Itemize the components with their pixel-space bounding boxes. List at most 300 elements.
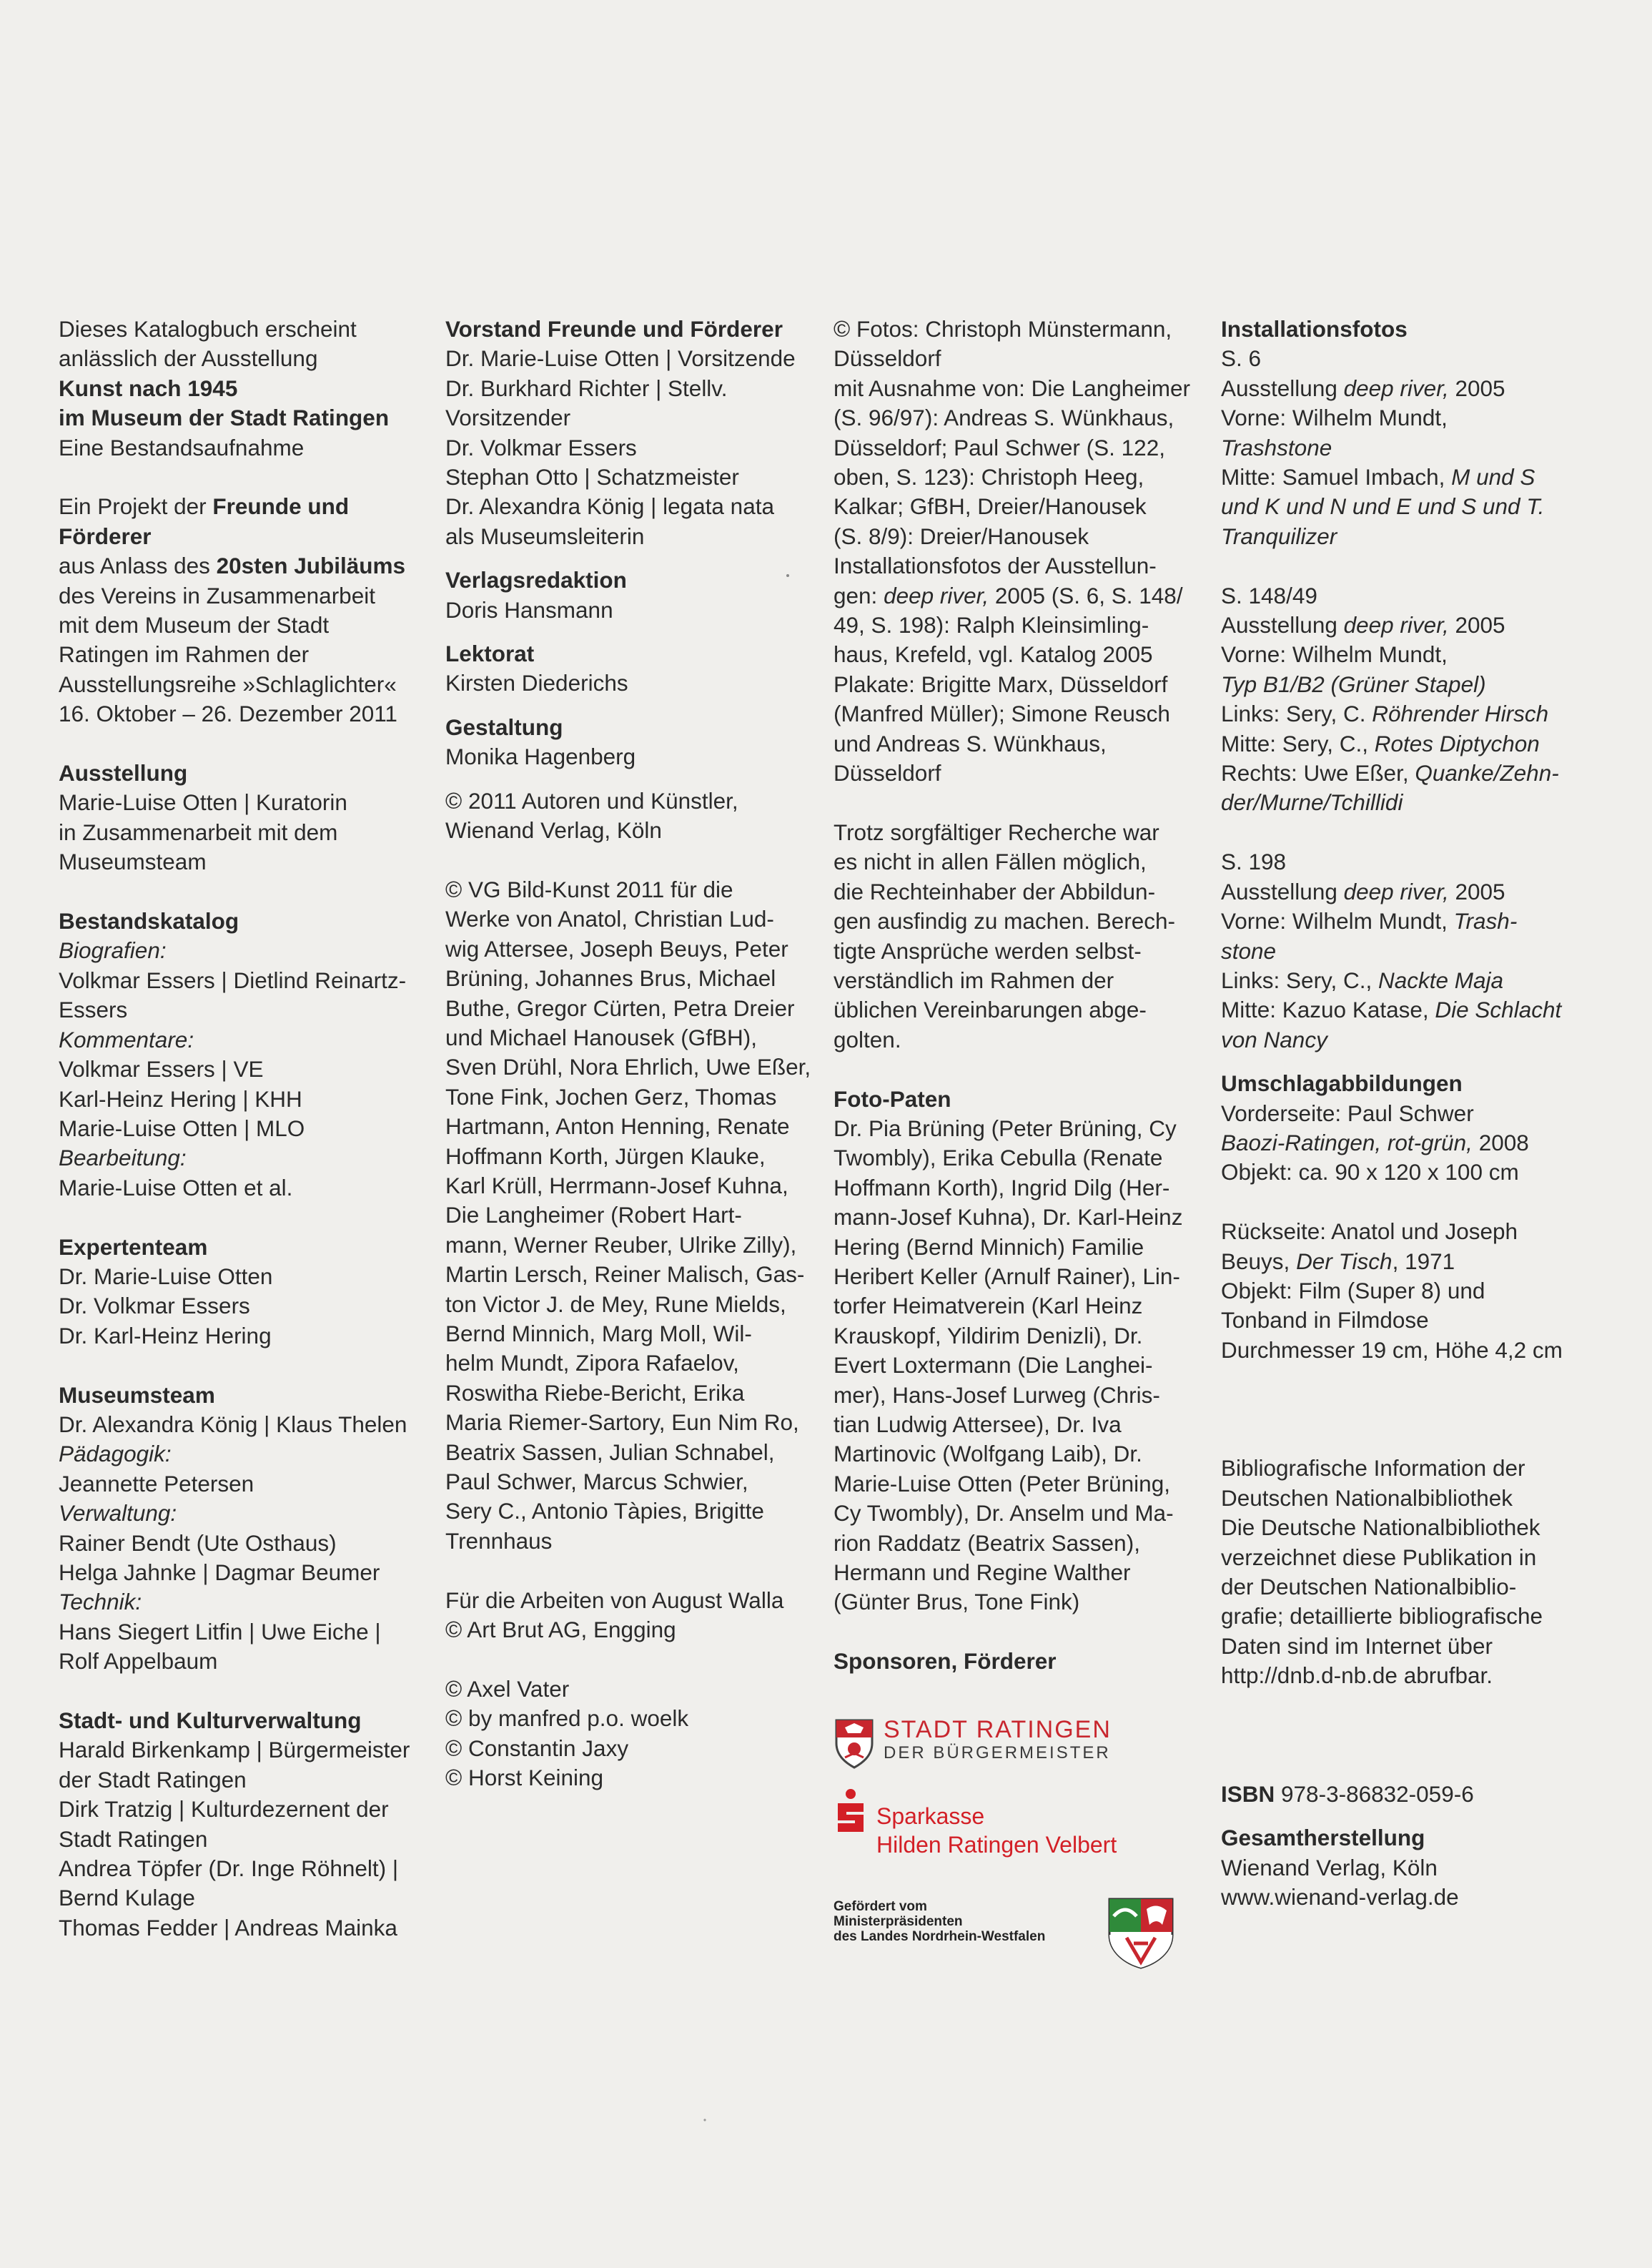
text-line — [834, 729, 1205, 759]
text-line — [445, 816, 817, 845]
text-line — [1221, 937, 1593, 966]
text-line — [1221, 1128, 1593, 1158]
text-line — [445, 1290, 817, 1319]
text-line — [1221, 463, 1593, 492]
text-run: Helga Jahnke | Dagmar Beumer — [59, 1559, 380, 1585]
text-run: Bearbeitung: — [59, 1145, 187, 1171]
text-run: Umschlagabbildungen — [1221, 1070, 1463, 1097]
text-run: Trennhaus — [445, 1527, 553, 1554]
paragraph-gap — [445, 1556, 817, 1585]
text-line — [834, 670, 1205, 699]
text-run: Sponsoren, Förderer — [834, 1648, 1057, 1675]
sparkasse-logo — [832, 1788, 1175, 1866]
text-run: Mitte: Kazuo Katase, — [1221, 997, 1435, 1023]
text-line — [1221, 1543, 1593, 1572]
text-run: Expertenteam — [59, 1233, 208, 1260]
text-line — [834, 1529, 1205, 1558]
text-line — [834, 1114, 1205, 1143]
text-run: Roswitha Riebe-Bericht, Erika — [445, 1379, 745, 1406]
section-heading — [59, 759, 430, 788]
text-run: verzeichnet diese Publikation in — [1221, 1544, 1537, 1570]
text-run: Dr. Volkmar Essers — [445, 434, 637, 460]
text-run: der/Murne/Tchillidi — [1221, 789, 1403, 816]
text-run: deep river, — [1343, 878, 1449, 904]
text-run: Für die Arbeiten von August Walla — [445, 1587, 784, 1613]
text-run: Beuys, — [1221, 1248, 1297, 1274]
text-line — [834, 611, 1205, 640]
paragraph-gap — [59, 1677, 430, 1706]
text-line — [445, 1527, 817, 1556]
text-line — [1221, 611, 1593, 640]
text-run: Rückseite: Anatol und Joseph — [1221, 1218, 1518, 1245]
text-run: Ausstellung — [1221, 878, 1344, 904]
section-heading — [445, 566, 817, 595]
text-line — [1221, 1632, 1593, 1661]
text-run: und Andreas S. Wünkhaus, — [834, 730, 1107, 756]
text-run: Werke von Anatol, Christian Lud- — [445, 906, 774, 932]
text-line — [445, 1497, 817, 1526]
text-line — [59, 1735, 430, 1765]
text-line — [834, 966, 1205, 995]
text-line — [59, 1291, 430, 1321]
text-run: im Museum der Stadt Ratingen — [59, 405, 390, 431]
text-run: Deutschen Nationalbibliothek — [1221, 1484, 1513, 1511]
text-line — [834, 433, 1205, 463]
text-run: Trotz sorgfältiger Recherche war — [834, 819, 1159, 845]
text-run: Biografien: — [59, 937, 167, 964]
paragraph-gap — [1221, 551, 1593, 581]
text-run: deep river, — [1343, 375, 1449, 401]
text-line — [1221, 1780, 1593, 1809]
text-line — [59, 966, 430, 995]
text-line — [59, 492, 430, 521]
text-run: Mitte: Samuel Imbach, — [1221, 464, 1452, 490]
text-line — [59, 788, 430, 817]
text-line — [834, 847, 1205, 877]
text-run: © Axel Vater — [445, 1675, 570, 1702]
text-run: der Stadt Ratingen — [59, 1766, 247, 1793]
text-run: Verwaltung: — [59, 1500, 177, 1527]
text-line — [59, 1558, 430, 1587]
text-run: © 2011 Autoren und Künstler, — [445, 787, 738, 814]
text-line — [834, 759, 1205, 788]
text-line — [1221, 1454, 1593, 1483]
section-heading — [445, 713, 817, 742]
text-line — [1221, 788, 1593, 817]
text-run: Sery C., Antonio Tàpies, Brigitte — [445, 1498, 764, 1524]
text-run: Lektorat — [445, 641, 535, 667]
text-line — [59, 1883, 430, 1913]
text-run: Stadt Ratingen — [59, 1825, 208, 1852]
text-line — [1221, 1276, 1593, 1306]
text-run: Ausstellung — [1221, 612, 1344, 639]
text-run: Technik: — [59, 1589, 142, 1615]
text-line — [445, 1231, 817, 1260]
text-run: Typ B1/B2 (Grüner Stapel) — [1221, 671, 1486, 697]
text-run: deep river, — [884, 582, 989, 608]
scan-dust-mark — [701, 2116, 709, 2124]
text-run: Dr. Marie-Luise Otten | Vorsitzende — [445, 345, 796, 372]
text-line — [1221, 1484, 1593, 1513]
text-line — [445, 787, 817, 816]
text-line — [1221, 1883, 1593, 1912]
text-line — [445, 1142, 817, 1171]
paragraph-gap — [834, 1617, 1205, 1647]
section-heading — [1221, 315, 1593, 344]
text-line — [445, 1052, 817, 1082]
text-run: Tone Fink, Jochen Gerz, Thomas — [445, 1083, 777, 1110]
text-run: Monika Hagenberg — [445, 744, 636, 770]
text-run: Durchmesser 19 cm, Höhe 4,2 cm — [1221, 1336, 1563, 1363]
text-run: die Rechteinhaber der Abbildun- — [834, 878, 1156, 904]
text-run: Tranquilizer — [1221, 523, 1337, 549]
text-run: Freunde und — [212, 493, 350, 520]
text-line — [59, 1439, 430, 1469]
text-run: Stephan Otto | Schatzmeister — [445, 464, 739, 490]
text-run: gen ausfindig zu machen. Berech- — [834, 908, 1176, 935]
text-line — [445, 1763, 817, 1793]
text-run: Nackte Maja — [1378, 967, 1504, 993]
text-line — [445, 669, 817, 698]
text-line — [445, 1586, 817, 1615]
half-gap — [445, 625, 817, 639]
text-run: Baozi-Ratingen, rot-grün, — [1221, 1129, 1473, 1155]
text-run: Vorstand Freunde und Förderer — [445, 316, 783, 342]
text-run: deep river, — [1343, 612, 1449, 639]
text-line — [1221, 492, 1593, 521]
text-run: helm Mundt, Zipora Rafaelov, — [445, 1350, 739, 1376]
text-run: Rotes Diptychon — [1374, 730, 1540, 756]
text-run: Bernd Kulage — [59, 1885, 195, 1911]
text-run: (Manfred Müller); Simone Reusch — [834, 701, 1170, 727]
text-run: 2005 — [1448, 375, 1505, 401]
text-line — [59, 1617, 430, 1647]
text-run: grafie; detaillierte bibliografische — [1221, 1603, 1543, 1629]
text-line — [834, 1291, 1205, 1321]
text-line — [834, 1351, 1205, 1380]
text-run: Buthe, Gregor Cürten, Petra Dreier — [445, 995, 795, 1021]
text-run: Objekt: Film (Super 8) und — [1221, 1277, 1485, 1303]
text-run: S. 6 — [1221, 345, 1262, 372]
text-run: Museumsteam — [59, 1381, 215, 1408]
text-run: © Constantin Jaxy — [445, 1735, 629, 1761]
text-run: Dr. Marie-Luise Otten — [59, 1263, 273, 1289]
text-run: Krauskopf, Yildirim Denizli), Dr. — [834, 1322, 1143, 1349]
text-run: Harald Birkenkamp | Bürgermeister — [59, 1737, 410, 1763]
text-run: Verlagsredaktion — [445, 567, 627, 593]
half-gap — [445, 772, 817, 787]
text-line — [445, 463, 817, 492]
text-line — [445, 994, 817, 1023]
text-line — [1221, 1306, 1593, 1335]
text-run: Pädagogik: — [59, 1441, 172, 1467]
text-run: Kommentare: — [59, 1026, 194, 1052]
text-run: Ausstellungsreihe »Schlaglichter« — [59, 671, 397, 697]
text-run: Dieses Katalogbuch erscheint — [59, 316, 357, 342]
text-line — [59, 1825, 430, 1854]
text-line — [834, 1410, 1205, 1439]
text-run: Trashstone — [1221, 434, 1332, 460]
text-line — [834, 492, 1205, 521]
text-run: (S. 96/97): Andreas S. Wünkhaus, — [834, 405, 1174, 431]
text-run: Bibliografische Information der — [1221, 1455, 1525, 1481]
text-line — [445, 1704, 817, 1733]
text-line — [59, 1469, 430, 1499]
text-run: Hoffmann Korth), Ingrid Dilg (Her- — [834, 1174, 1170, 1200]
text-line — [59, 344, 430, 373]
text-run: Quanke/Zehn- — [1415, 760, 1559, 787]
text-line — [59, 1025, 430, 1055]
text-line — [445, 904, 817, 934]
text-run: torfer Heimatverein (Karl Heinz — [834, 1293, 1143, 1319]
text-run: wig Attersee, Joseph Beuys, Peter — [445, 935, 788, 962]
text-run: Marie-Luise Otten (Peter Brüning, — [834, 1470, 1170, 1497]
nrw-coat-of-arms-icon — [1107, 1896, 1175, 1971]
text-run: gen: — [834, 582, 884, 608]
text-line — [1221, 640, 1593, 669]
text-run: Ein Projekt der — [59, 493, 213, 520]
text-line — [445, 742, 817, 771]
text-run: Rolf Appelbaum — [59, 1648, 218, 1675]
ratingen-title: STADT RATINGEN — [884, 1716, 1112, 1743]
text-run: S. 148/49 — [1221, 582, 1317, 608]
text-run: Vorne: Wilhelm Mundt, — [1221, 641, 1448, 668]
section-heading — [445, 639, 817, 669]
section-heading — [445, 315, 817, 344]
text-run: Vorne: Wilhelm Mundt, — [1221, 908, 1454, 935]
text-run: Daten sind im Internet über — [1221, 1632, 1493, 1659]
nrw-line-3: des Landes Nordrhein-Westfalen — [834, 1929, 1046, 1944]
text-line — [445, 964, 817, 993]
text-run: Eine Bestandsaufnahme — [59, 434, 305, 460]
text-line — [445, 1260, 817, 1289]
text-run: Dr. Volkmar Essers — [59, 1293, 250, 1319]
text-run: 16. Oktober – 26. Dezember 2011 — [59, 701, 397, 727]
text-run: Dr. Alexandra König | Klaus Thelen — [59, 1411, 407, 1437]
section-heading — [59, 1381, 430, 1410]
text-run: 20sten Jubiläums — [216, 553, 405, 579]
text-run: Twombly), Erika Cebulla (Renate — [834, 1145, 1163, 1171]
text-line — [445, 1734, 817, 1763]
text-run: Andrea Töpfer (Dr. Inge Röhnelt) | — [59, 1855, 399, 1882]
text-run: Dr. Pia Brüning (Peter Brüning, Cy — [834, 1115, 1177, 1141]
text-line — [834, 315, 1205, 344]
text-line — [59, 640, 430, 669]
text-line — [59, 1262, 430, 1291]
text-line — [59, 1587, 430, 1617]
text-run: mann, Werner Reuber, Ulrike Zilly), — [445, 1231, 797, 1258]
section-heading — [59, 1233, 430, 1262]
text-line — [1221, 1602, 1593, 1631]
text-line — [834, 403, 1205, 433]
text-line — [1221, 877, 1593, 907]
paragraph-gap — [1221, 1691, 1593, 1720]
paragraph-gap — [445, 1645, 817, 1674]
text-run: http://dnb.d-nb.de abrufbar. — [1221, 1662, 1493, 1689]
text-line — [834, 463, 1205, 492]
text-line — [1221, 670, 1593, 699]
text-run: © Fotos: Christoph Münstermann, — [834, 316, 1172, 342]
text-line — [1221, 759, 1593, 788]
text-line — [445, 522, 817, 551]
paragraph-gap — [834, 1055, 1205, 1084]
text-run: 2008 — [1472, 1129, 1529, 1155]
paragraph-gap — [59, 1351, 430, 1380]
text-line — [1221, 1217, 1593, 1246]
text-run: Die Deutsche Nationalbibliothek — [1221, 1514, 1540, 1541]
ratingen-crest-icon — [832, 1717, 876, 1769]
paragraph-gap — [1221, 1720, 1593, 1750]
text-line — [445, 1438, 817, 1467]
paragraph-gap — [59, 877, 430, 907]
text-line — [834, 1233, 1205, 1262]
scan-dust-mark — [783, 572, 792, 579]
text-line — [59, 1173, 430, 1203]
text-line — [445, 1200, 817, 1230]
text-line — [445, 1349, 817, 1378]
text-run: Hartmann, Anton Henning, Renate — [445, 1113, 790, 1140]
text-run: © Horst Keining — [445, 1765, 604, 1791]
text-line — [1221, 433, 1593, 463]
text-line — [834, 1025, 1205, 1055]
text-run: Cy Twombly), Dr. Anselm und Ma- — [834, 1500, 1174, 1527]
text-run: Düsseldorf — [834, 760, 941, 787]
text-line — [445, 344, 817, 373]
text-line — [834, 1439, 1205, 1469]
text-run: S. 198 — [1221, 849, 1287, 875]
text-line — [834, 1262, 1205, 1291]
text-run: Dr. Alexandra König | legata nata — [445, 493, 774, 520]
text-run: Plakate: Brigitte Marx, Düsseldorf — [834, 671, 1168, 697]
text-run: Dr. Burkhard Richter | Stellv. — [445, 375, 728, 401]
text-line — [59, 1499, 430, 1528]
text-line — [445, 1408, 817, 1437]
text-line — [59, 551, 430, 581]
text-line — [59, 1913, 430, 1943]
paragraph-gap — [834, 789, 1205, 818]
text-line — [59, 670, 430, 699]
text-line — [59, 1321, 430, 1351]
text-run: (Günter Brus, Tone Fink) — [834, 1589, 1080, 1615]
text-run: des Vereins in Zusammenarbeit — [59, 582, 375, 608]
text-run: (S. 8/9): Dreier/Hanousek — [834, 523, 1089, 549]
text-run: ton Victor J. de Mey, Rune Mields, — [445, 1291, 786, 1317]
text-line — [834, 699, 1205, 729]
text-run: Gesamtherstellung — [1221, 1825, 1425, 1851]
section-heading — [59, 403, 430, 433]
column-2 — [445, 315, 817, 1793]
text-line — [59, 1055, 430, 1084]
text-line — [59, 995, 430, 1025]
text-run: Objekt: ca. 90 x 120 x 100 cm — [1221, 1159, 1519, 1185]
text-run: 2005 — [1448, 878, 1505, 904]
text-run: Wienand Verlag, Köln — [445, 817, 662, 844]
paragraph-gap — [1221, 818, 1593, 847]
text-line — [1221, 344, 1593, 373]
text-line — [1221, 907, 1593, 936]
text-run: www.wienand-verlag.de — [1221, 1883, 1459, 1910]
paragraph-gap — [1221, 1424, 1593, 1454]
text-line — [445, 433, 817, 463]
column-3 — [834, 315, 1205, 1677]
text-run: Förderer — [59, 523, 152, 549]
text-run: Dirk Tratzig | Kulturdezernent der — [59, 1796, 389, 1823]
text-line — [445, 492, 817, 521]
text-line — [1221, 699, 1593, 729]
column-1 — [59, 315, 430, 1943]
text-line — [445, 1171, 817, 1200]
text-line — [834, 374, 1205, 403]
text-run: in Zusammenarbeit mit dem — [59, 819, 338, 845]
text-run: © VG Bild-Kunst 2011 für die — [445, 876, 733, 902]
stadt-ratingen-logo — [832, 1717, 1161, 1767]
text-run: Vorderseite: Paul Schwer — [1221, 1100, 1474, 1126]
text-run: Dr. Karl-Heinz Hering — [59, 1322, 272, 1349]
text-run: und K und N und E und S und T. — [1221, 493, 1545, 520]
text-line — [445, 1379, 817, 1408]
text-run: Martinovic (Wolfgang Laib), Dr. — [834, 1441, 1142, 1467]
text-run: stone — [1221, 937, 1277, 964]
text-line — [834, 581, 1205, 611]
text-line — [1221, 403, 1593, 433]
text-run: 2005 (S. 6, S. 148/ — [989, 582, 1183, 608]
text-line — [834, 522, 1205, 551]
text-run: Marie-Luise Otten et al. — [59, 1174, 293, 1200]
text-run: Links: Sery, C., — [1221, 967, 1378, 993]
text-run: Heribert Keller (Arnulf Rainer), Lin- — [834, 1263, 1180, 1289]
text-line — [59, 818, 430, 847]
text-line — [445, 1023, 817, 1052]
column-4 — [1221, 315, 1593, 1912]
text-run: Links: Sery, C. — [1221, 701, 1372, 727]
text-line — [1221, 374, 1593, 403]
text-run: Brüning, Johannes Brus, Michael — [445, 965, 776, 992]
text-run: als Museumsleiterin — [445, 523, 645, 549]
text-line — [445, 596, 817, 625]
text-run: der Deutschen Nationalbiblio- — [1221, 1573, 1517, 1599]
section-heading — [59, 907, 430, 936]
text-run: Volkmar Essers | Dietlind Reinartz- — [59, 967, 407, 993]
text-line — [59, 936, 430, 965]
text-run: rion Raddatz (Beatrix Sassen), — [834, 1529, 1140, 1556]
text-line — [59, 1854, 430, 1883]
text-run: Installationsfotos der Ausstellun- — [834, 553, 1157, 579]
text-line — [1221, 1853, 1593, 1883]
nrw-line-2: Ministerpräsidenten — [834, 1914, 963, 1929]
text-run: © Art Brut AG, Engging — [445, 1617, 676, 1643]
sparkasse-name: Sparkasse — [876, 1803, 985, 1829]
section-heading — [59, 374, 430, 403]
text-run: Beatrix Sassen, Julian Schnabel, — [445, 1439, 775, 1465]
text-line — [1221, 729, 1593, 759]
text-run: Hermann und Regine Walther — [834, 1559, 1131, 1586]
text-run: Rainer Bendt (Ute Osthaus) — [59, 1529, 337, 1556]
text-run: 2005 — [1448, 612, 1505, 639]
text-run: Evert Loxtermann (Die Langhei- — [834, 1352, 1153, 1379]
text-line — [834, 818, 1205, 847]
section-heading — [834, 1085, 1205, 1114]
text-run: es nicht in allen Fällen möglich, — [834, 849, 1147, 875]
text-line — [1221, 966, 1593, 995]
text-run: anlässlich der Ausstellung — [59, 345, 318, 372]
text-run: Installationsfotos — [1221, 316, 1408, 342]
ratingen-subtitle: DER BÜRGERMEISTER — [884, 1743, 1111, 1762]
text-run: tian Ludwig Attersee), Dr. Iva — [834, 1411, 1122, 1437]
text-line — [834, 1469, 1205, 1499]
text-run: tigte Ansprüche werden selbst- — [834, 937, 1142, 964]
text-run: oben, S. 123): Christoph Heeg, — [834, 464, 1144, 490]
text-line — [445, 1112, 817, 1141]
